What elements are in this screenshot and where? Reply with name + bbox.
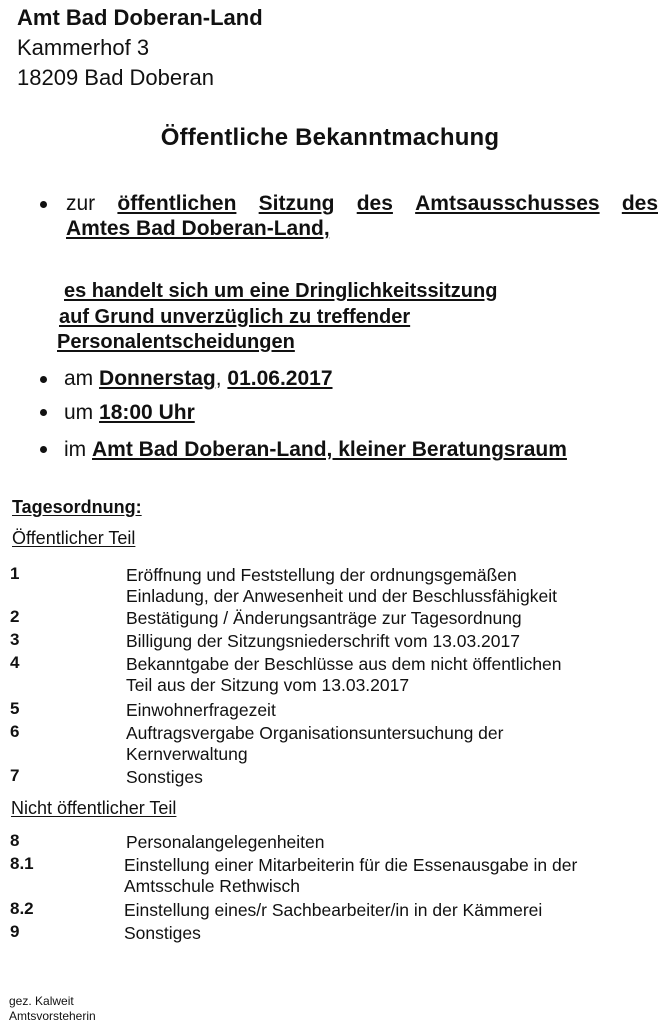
agenda-item-line: Einladung, der Anwesenheit und der Beschlussfähigkeit (126, 586, 557, 606)
bullet-dot (40, 409, 47, 416)
dringlichkeit-line2: auf Grund unverzüglich zu treffender (59, 306, 411, 328)
agenda-item-number: 9 (10, 922, 20, 941)
uhrzeit-time: 18:00 Uhr (99, 401, 195, 424)
agenda-item-text (124, 900, 654, 921)
ort-prefix: im (64, 438, 87, 461)
agenda-item-number: 8.2 (10, 899, 34, 918)
agenda-item-text (126, 767, 656, 788)
agenda-item-line: Kernverwaltung (126, 744, 248, 764)
agenda-item-line: Einstellung einer Mitarbeiterin für die Essenausgabe in der (124, 855, 578, 875)
agenda-item-number: 6 (10, 722, 20, 741)
agenda-item-text (126, 565, 656, 607)
bullet-dot (40, 201, 47, 208)
sender-city: 18209 Bad Doberan (17, 65, 214, 90)
sitzung-prefix: zur (66, 192, 96, 215)
agenda-item-line: Eröffnung und Feststellung der ordnungsgemäßen (126, 565, 517, 585)
sitzung-word: öffentlichen (117, 192, 237, 215)
agenda-item-line: Personalangelegenheiten (126, 832, 325, 852)
agenda-item-number: 4 (10, 653, 20, 672)
agenda-item-text (124, 855, 654, 897)
sitzung-word: Sitzung (258, 192, 335, 215)
sitzung-word: Amtsausschusses (415, 192, 600, 215)
agenda-item-line: Sonstiges (124, 923, 201, 943)
datum-day: Donnerstag (99, 367, 216, 390)
agenda-item-line: Einstellung eines/r Sachbearbeiter/in in der Kämmerei (124, 900, 543, 920)
agenda-item-text (126, 608, 656, 629)
private-part-heading: Nicht öffentlicher Teil (11, 798, 177, 818)
document-title: Öffentliche Bekanntmachung (160, 124, 500, 151)
agenda-item-number: 5 (10, 699, 20, 718)
agenda-item-line: Bekanntgabe der Beschlüsse aus dem nicht öffentlichen (126, 654, 562, 674)
agenda-item-number: 1 (10, 564, 20, 583)
ort-place: Amt Bad Doberan-Land, kleiner Beratungsraum (92, 438, 567, 461)
bullet-dot (40, 376, 47, 383)
agenda-heading: Tagesordnung: (12, 497, 142, 517)
uhrzeit-prefix: um (64, 401, 94, 424)
agenda-item-text (126, 700, 656, 721)
agenda-item-number: 8.1 (10, 854, 34, 873)
bullet-ort (64, 437, 567, 462)
agenda-item-line: Teil aus der Sitzung vom 13.03.2017 (126, 675, 410, 695)
agenda-item-line: Sonstiges (126, 767, 203, 787)
bullet-uhrzeit (64, 400, 195, 425)
agenda-item-number: 7 (10, 766, 20, 785)
signature-name: gez. Kalweit (9, 994, 74, 1008)
datum-prefix: am (64, 367, 94, 390)
dringlichkeit-line3: Personalentscheidungen (57, 331, 295, 353)
agenda-item-number: 2 (10, 607, 20, 626)
bullet-sitzung (66, 191, 658, 241)
bullet-dot (40, 446, 47, 453)
sender-block (17, 3, 263, 93)
dringlichkeit-line1: es handelt sich um eine Dringlichkeitssitzung (64, 280, 498, 302)
agenda-item-number: 3 (10, 630, 20, 649)
datum-date: 01.06.2017 (227, 367, 333, 390)
sitzung-line2: Amtes Bad Doberan-Land, (66, 217, 330, 240)
agenda-item-line: Billigung der Sitzungsniederschrift vom 13.03.2017 (126, 631, 520, 651)
agenda-item-text (126, 654, 656, 696)
public-part-heading: Öffentlicher Teil (12, 528, 136, 548)
agenda-item-text (126, 832, 656, 853)
sender-street: Kammerhof 3 (17, 35, 150, 60)
agenda-item-line: Auftragsvergabe Organisationsuntersuchung der (126, 723, 504, 743)
sitzung-word: des (356, 192, 393, 215)
agenda-item-line: Einwohnerfragezeit (126, 700, 276, 720)
signature-role: Amtsvorsteherin (9, 1009, 96, 1023)
agenda-item-line: Amtsschule Rethwisch (124, 876, 301, 896)
agenda-item-line: Bestätigung / Änderungsanträge zur Tagesordnung (126, 608, 522, 628)
agenda-item-text (126, 723, 656, 765)
sender-name: Amt Bad Doberan-Land (17, 5, 263, 30)
datum-separator: , (215, 367, 222, 390)
agenda-item-text (126, 631, 656, 652)
sitzung-word: des (621, 192, 658, 215)
bullet-datum (64, 366, 333, 391)
agenda-item-number: 8 (10, 831, 20, 850)
agenda-item-text (124, 923, 654, 944)
